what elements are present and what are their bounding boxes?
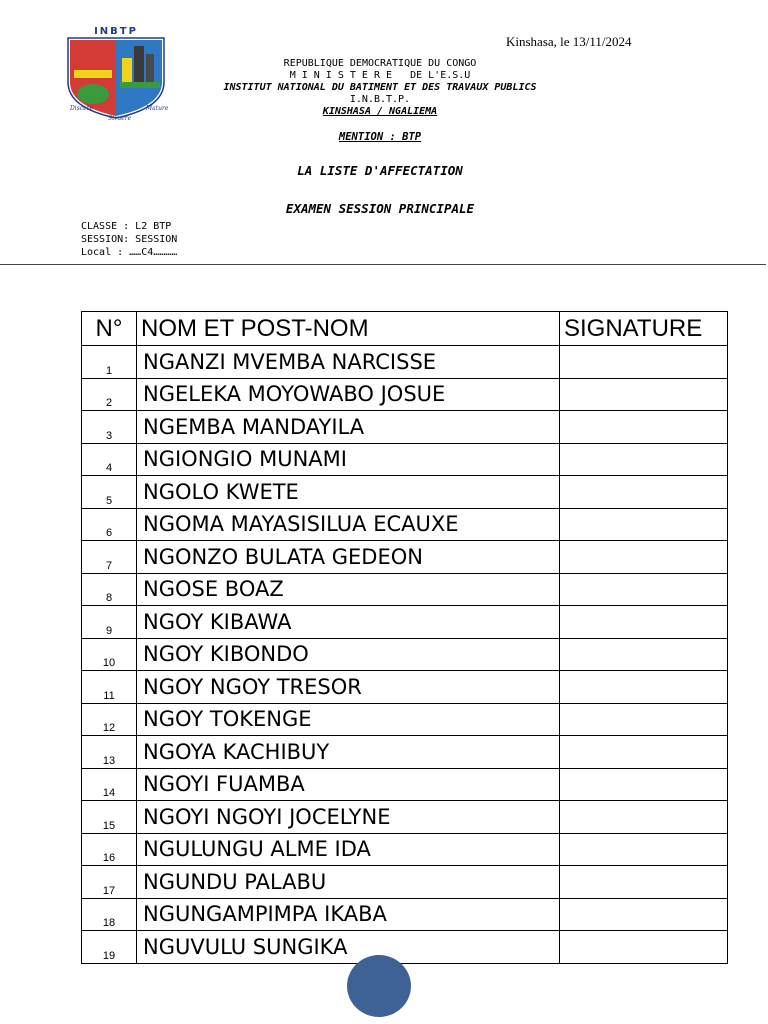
signature-cell[interactable] (560, 476, 728, 509)
row-number: 13 (82, 736, 137, 769)
row-number: 17 (82, 866, 137, 899)
student-name: NGUNDU PALABU (137, 866, 560, 899)
table-row (82, 671, 728, 704)
republic-line: REPUBLIQUE DEMOCRATIQUE DU CONGO (283, 58, 477, 69)
row-number: 11 (82, 671, 137, 704)
signature-cell[interactable] (560, 411, 728, 444)
table-row (82, 736, 728, 769)
logo-motto-right: Mature (146, 105, 168, 112)
row-number: 16 (82, 833, 137, 866)
signature-cell[interactable] (560, 606, 728, 639)
table-row (82, 411, 728, 444)
classe-line: CLASSE : L2 BTP (81, 221, 172, 232)
student-name: NGEMBA MANDAYILA (137, 411, 560, 444)
signature-cell[interactable] (560, 898, 728, 931)
signature-cell[interactable] (560, 443, 728, 476)
row-number: 6 (82, 508, 137, 541)
header-divider (0, 264, 766, 265)
student-name: NGIONGIO MUNAMI (137, 443, 560, 476)
document-date: Kinshasa, le 13/11/2024 (506, 34, 632, 49)
acronym-line: I.N.B.T.P. (349, 94, 411, 105)
student-name: NGOYI NGOYI JOCELYNE (137, 801, 560, 834)
signature-cell[interactable] (560, 346, 728, 379)
table-header-row (82, 312, 728, 346)
student-name: NGOY KIBONDO (137, 638, 560, 671)
student-name: NGELEKA MOYOWABO JOSUE (137, 378, 560, 411)
row-number: 18 (82, 898, 137, 931)
student-name: NGANZI MVEMBA NARCISSE (137, 346, 560, 379)
table-row (82, 638, 728, 671)
document-subtitle: EXAMEN SESSION PRINCIPALE (285, 201, 475, 216)
student-name: NGOYA KACHIBUY (137, 736, 560, 769)
inbtp-logo (64, 24, 168, 122)
document-title: LA LISTE D'AFFECTATION (297, 163, 463, 178)
student-name: NGULUNGU ALME IDA (137, 833, 560, 866)
table-row (82, 931, 728, 964)
signature-cell[interactable] (560, 573, 728, 606)
mention-line (160, 131, 600, 143)
location-line: KINSHASA / NGALIEMA (322, 106, 438, 117)
signature-cell[interactable] (560, 833, 728, 866)
logo-motto-mid: Struere (108, 115, 132, 122)
row-number: 19 (82, 931, 137, 964)
signature-cell[interactable] (560, 638, 728, 671)
table-row (82, 573, 728, 606)
student-name: NGOMA MAYASISILUA ECAUXE (137, 508, 560, 541)
column-name-header: NOM ET POST-NOM (137, 312, 560, 346)
row-number: 10 (82, 638, 137, 671)
logo-motto-left: Discere (70, 105, 94, 112)
signature-cell[interactable] (560, 931, 728, 964)
signature-cell[interactable] (560, 703, 728, 736)
row-number: 3 (82, 411, 137, 444)
signature-cell[interactable] (560, 508, 728, 541)
row-number: 4 (82, 443, 137, 476)
student-name: NGUVULU SUNGIKA (137, 931, 560, 964)
row-number: 15 (82, 801, 137, 834)
student-name: NGONZO BULATA GEDEON (137, 541, 560, 574)
signature-cell[interactable] (560, 801, 728, 834)
row-number: 12 (82, 703, 137, 736)
assignment-table (81, 311, 728, 964)
column-number-header: N° (82, 312, 137, 346)
signature-cell[interactable] (560, 866, 728, 899)
student-name: NGOY NGOY TRESOR (137, 671, 560, 704)
student-name: NGUNGAMPIMPA IKABA (137, 898, 560, 931)
page-indicator[interactable] (347, 955, 411, 1017)
signature-cell[interactable] (560, 671, 728, 704)
table-row (82, 768, 728, 801)
row-number: 5 (82, 476, 137, 509)
student-name: NGOYI FUAMBA (137, 768, 560, 801)
student-name: NGOLO KWETE (137, 476, 560, 509)
table-row (82, 801, 728, 834)
table-row (82, 378, 728, 411)
row-number: 8 (82, 573, 137, 606)
student-name: NGOSE BOAZ (137, 573, 560, 606)
row-number: 14 (82, 768, 137, 801)
mention-text: MENTION : BTP (338, 131, 422, 143)
ministry-line: M I N I S T E R E DE L'E.S.U (289, 70, 471, 81)
row-number: 2 (82, 378, 137, 411)
row-number: 1 (82, 346, 137, 379)
column-signature-header: SIGNATURE (560, 312, 728, 346)
table-row (82, 898, 728, 931)
row-number: 9 (82, 606, 137, 639)
student-name: NGOY KIBAWA (137, 606, 560, 639)
table-row (82, 833, 728, 866)
signature-cell[interactable] (560, 736, 728, 769)
table-row (82, 443, 728, 476)
table-row (82, 866, 728, 899)
signature-cell[interactable] (560, 378, 728, 411)
session-line: SESSION: SESSION (81, 234, 178, 245)
local-line: Local : ……C4………… (81, 247, 178, 258)
row-number: 7 (82, 541, 137, 574)
signature-cell[interactable] (560, 541, 728, 574)
table-row (82, 606, 728, 639)
table-row (82, 703, 728, 736)
logo-top-text: INBTP (94, 26, 138, 37)
signature-cell[interactable] (560, 768, 728, 801)
table-row (82, 346, 728, 379)
table-row (82, 508, 728, 541)
student-name: NGOY TOKENGE (137, 703, 560, 736)
table-row (82, 541, 728, 574)
table-row (82, 476, 728, 509)
institute-line: INSTITUT NATIONAL DU BATIMENT ET DES TRAVAUX PUBLICS (223, 82, 537, 93)
